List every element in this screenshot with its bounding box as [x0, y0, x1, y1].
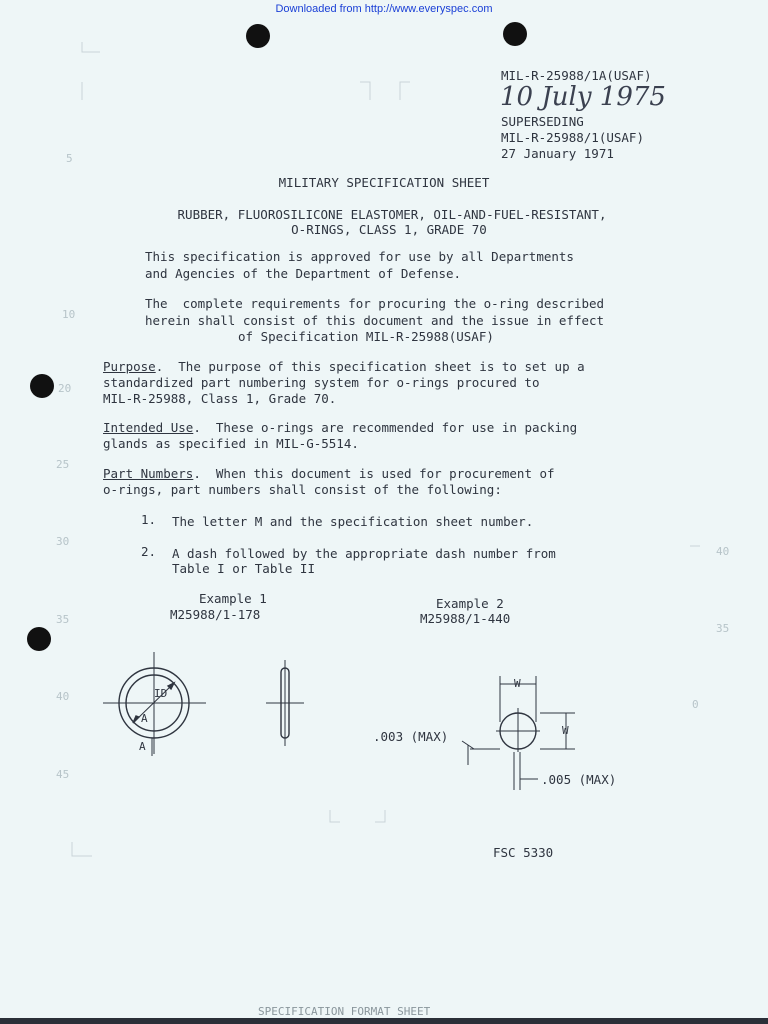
- w-label-top: W: [514, 677, 521, 690]
- margin-number: 30: [56, 535, 70, 548]
- subtitle-line-2: O-RINGS, CLASS 1, GRADE 70: [291, 222, 487, 237]
- part-numbers-line-1: . When this document is used for procurement of: [193, 466, 555, 481]
- approval-line-2: and Agencies of the Department of Defense.: [145, 266, 462, 281]
- list-item-text: A dash followed by the appropriate dash number from: [172, 546, 556, 561]
- tolerance-label-1: .003 (MAX): [373, 729, 449, 744]
- example-2-value: M25988/1-440: [420, 611, 511, 626]
- superseding-label: SUPERSEDING: [501, 114, 584, 129]
- fsc-code: FSC 5330: [493, 845, 554, 860]
- margin-number: 25: [56, 458, 70, 471]
- list-item-number: 2.: [141, 544, 157, 559]
- download-banner[interactable]: Downloaded from http://www.everyspec.com: [275, 3, 493, 15]
- intended-use-heading: Intended Use: [103, 420, 194, 435]
- part-numbers-heading: Part Numbers: [103, 466, 194, 481]
- handwritten-date: 10 July 1975: [500, 82, 666, 112]
- purpose-line-2: standardized part numbering system for o-rings procured to: [103, 375, 540, 390]
- purpose-line-3: MIL-R-25988, Class 1, Grade 70.: [103, 391, 337, 406]
- margin-number: 5: [66, 152, 73, 165]
- document-number: MIL-R-25988/1A(USAF): [501, 68, 652, 83]
- o-ring-side-view: [266, 660, 304, 746]
- purpose-heading: Purpose: [103, 359, 156, 374]
- example-1-value: M25988/1-178: [170, 607, 261, 622]
- list-item-number: 1.: [141, 512, 157, 527]
- superseded-date: 27 January 1971: [501, 146, 614, 161]
- w-label-side: W: [562, 724, 569, 737]
- purpose-line-1: . The purpose of this specification sheet is to set up a: [155, 359, 585, 374]
- intended-use-line-1: . These o-rings are recommended for use in packing: [193, 420, 578, 435]
- margin-number: 40: [56, 690, 70, 703]
- example-2-label: Example 2: [436, 596, 504, 611]
- margin-number: 10: [62, 308, 76, 321]
- requirements-line-1: The complete requirements for procuring the o-ring described: [145, 296, 605, 311]
- margin-number: 35: [716, 622, 730, 635]
- a-label-outer: A: [139, 740, 146, 753]
- margin-number: 0: [692, 698, 699, 711]
- subtitle-line-1: RUBBER, FLUOROSILICONE ELASTOMER, OIL-AND-FUEL-RESISTANT,: [177, 207, 607, 222]
- list-item-text-continued: Table I or Table II: [172, 561, 315, 576]
- list-item-text: The letter M and the specification sheet number.: [172, 514, 534, 529]
- intended-use-line-2: glands as specified in MIL-G-5514.: [103, 436, 359, 451]
- margin-number: 35: [56, 613, 70, 626]
- superseded-number: MIL-R-25988/1(USAF): [501, 130, 644, 145]
- requirements-line-3: of Specification MIL-R-25988(USAF): [238, 329, 494, 344]
- margin-number: 45: [56, 768, 70, 781]
- requirements-line-2: herein shall consist of this document and the issue in effect: [145, 313, 605, 328]
- a-label-inner: A: [141, 712, 148, 725]
- part-numbers-line-2: o-rings, part numbers shall consist of the following:: [103, 482, 502, 497]
- o-ring-front-view: [103, 652, 206, 756]
- inner-diameter-label: ID: [154, 687, 168, 700]
- footer-form-title: SPECIFICATION FORMAT SHEET: [258, 1005, 431, 1018]
- approval-line-1: This specification is approved for use by all Departments: [145, 249, 574, 264]
- margin-number: 20: [58, 382, 72, 395]
- tolerance-label-2: .005 (MAX): [541, 772, 617, 787]
- example-1-label: Example 1: [199, 591, 267, 606]
- footer-edge: [0, 1018, 768, 1024]
- page-title: MILITARY SPECIFICATION SHEET: [278, 175, 490, 190]
- margin-number: 40: [716, 545, 730, 558]
